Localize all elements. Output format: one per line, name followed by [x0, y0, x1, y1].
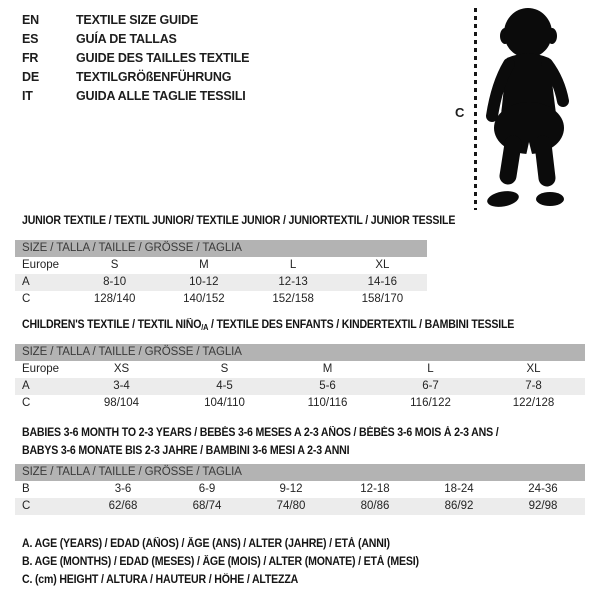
value-cell: 110/116 [307, 397, 348, 409]
babies-title-line2: BABYS 3-6 MONATE BIS 2-3 JAHRE / BAMBINI 3-6 MESI A 2-3 ANNI [22, 445, 350, 457]
value-cell: 3-4 [113, 380, 130, 392]
height-measure-dashed-line [474, 8, 477, 210]
value-cell: 128/140 [93, 293, 136, 305]
row-label: A [22, 380, 30, 392]
size-cell: XS [113, 363, 130, 375]
value-cell: 12-18 [360, 483, 390, 495]
language-row-es [22, 30, 249, 49]
junior-size-table [15, 240, 427, 308]
value-cell: 86/92 [444, 500, 474, 512]
baby-silhouette-icon [481, 6, 576, 208]
size-header-bar: SIZE / TALLA / TAILLE / GRÖSSE / TAGLIA [15, 344, 585, 361]
language-label: GUIDA ALLE TAGLIE TESSILI [76, 89, 246, 103]
value-cell: 3-6 [114, 483, 132, 495]
size-cell: XL [526, 363, 541, 375]
size-cell: L [289, 259, 297, 271]
value-cell: 116/122 [410, 397, 451, 409]
value-cell: 4-5 [216, 380, 233, 392]
language-code: IT [22, 89, 33, 103]
language-list [22, 11, 249, 106]
size-cell: S [220, 363, 229, 375]
language-code: DE [22, 70, 39, 84]
value-cell: 122/128 [512, 397, 555, 409]
table-row [15, 274, 427, 291]
value-cell: 158/170 [361, 293, 404, 305]
language-code: EN [22, 13, 39, 27]
value-cell: 140/152 [183, 293, 225, 305]
babies-size-table [15, 464, 585, 515]
row-label: B [22, 483, 30, 495]
value-cell: 24-36 [528, 483, 558, 495]
value-cell: 6-7 [422, 380, 439, 392]
value-cell: 10-12 [189, 276, 219, 288]
size-header-bar: SIZE / TALLA / TAILLE / GRÖSSE / TAGLIA [15, 240, 427, 257]
value-cell: 9-12 [279, 483, 303, 495]
row-label: C [22, 397, 31, 409]
language-row-en [22, 11, 249, 30]
babies-table-title [22, 424, 498, 460]
table-row [15, 361, 585, 378]
value-cell: 8-10 [103, 276, 127, 288]
value-cell: 74/80 [276, 500, 306, 512]
value-cell: 5-6 [319, 380, 336, 392]
value-cell: 104/110 [204, 397, 245, 409]
size-cell: XL [375, 259, 390, 271]
language-label: TEXTILGRÖßENFÜHRUNG [76, 70, 232, 84]
size-header-bar: SIZE / TALLA / TAILLE / GRÖSSE / TAGLIA [15, 464, 585, 481]
language-code: ES [22, 32, 39, 46]
children-title-tail: / TEXTILE DES ENFANTS / KINDERTEXTIL / BAMBINI TESSILE [208, 319, 515, 331]
junior-table-title: JUNIOR TEXTILE / TEXTIL JUNIOR/ TEXTILE JUNIOR / JUNIORTEXTIL / JUNIOR TESSILE [22, 215, 456, 227]
size-cell: M [199, 259, 209, 271]
table-row [15, 257, 427, 274]
value-cell: 98/104 [103, 397, 140, 409]
value-cell: 6-9 [198, 483, 216, 495]
value-cell: 14-16 [367, 276, 398, 288]
row-label: C [22, 500, 31, 512]
value-cell: 80/86 [360, 500, 390, 512]
language-label: TEXTILE SIZE GUIDE [76, 13, 199, 27]
table-row [15, 481, 585, 498]
row-label: Europe [22, 259, 60, 271]
language-label: GUÍA DE TALLAS [76, 32, 177, 46]
language-label: GUIDE DES TAILLES TEXTILE [76, 51, 250, 65]
children-size-table [15, 344, 585, 412]
value-cell: 152/158 [272, 293, 314, 305]
legend-height-cm: C. (cm) HEIGHT / ALTURA / HAUTEUR / HÖHE / ALTEZZA [22, 574, 299, 586]
value-cell: 7-8 [525, 380, 542, 392]
size-cell: M [322, 363, 333, 375]
children-table-title [22, 319, 514, 332]
row-label: A [22, 276, 30, 288]
size-cell: S [110, 259, 119, 271]
value-cell: 18-24 [444, 483, 474, 495]
value-cell: 62/68 [108, 500, 138, 512]
legend-age-years: A. AGE (YEARS) / EDAD (AÑOS) / ÂGE (ANS) / ALTER (JAHRE) / ETÀ (ANNI) [22, 538, 390, 550]
table-row [15, 291, 427, 308]
value-cell: 92/98 [528, 500, 558, 512]
legend-age-months: B. AGE (MONTHS) / EDAD (MESES) / ÂGE (MOIS) / ALTER (MONATE) / ETÀ (MESI) [22, 556, 419, 568]
value-cell: 68/74 [192, 500, 222, 512]
children-title-sub: /A [201, 323, 209, 332]
language-row-it [22, 87, 249, 106]
language-row-de [22, 68, 249, 87]
table-row [15, 498, 585, 515]
row-label: Europe [22, 363, 60, 375]
babies-title-line1: BABIES 3-6 MONTH TO 2-3 YEARS / BEBÉS 3-6 MESES A 2-3 AÑOS / BÉBÉS 3-6 MOIS À 2-3 ANS / [22, 427, 499, 439]
table-row [15, 395, 585, 412]
value-cell: 12-13 [278, 276, 308, 288]
size-cell: L [427, 363, 434, 375]
language-code: FR [22, 51, 39, 65]
children-title-main: CHILDREN'S TEXTILE / TEXTIL NIÑO [22, 319, 202, 331]
language-row-fr [22, 49, 249, 68]
table-row [15, 378, 585, 395]
height-marker-label: C [455, 105, 465, 120]
row-label: C [22, 293, 31, 305]
